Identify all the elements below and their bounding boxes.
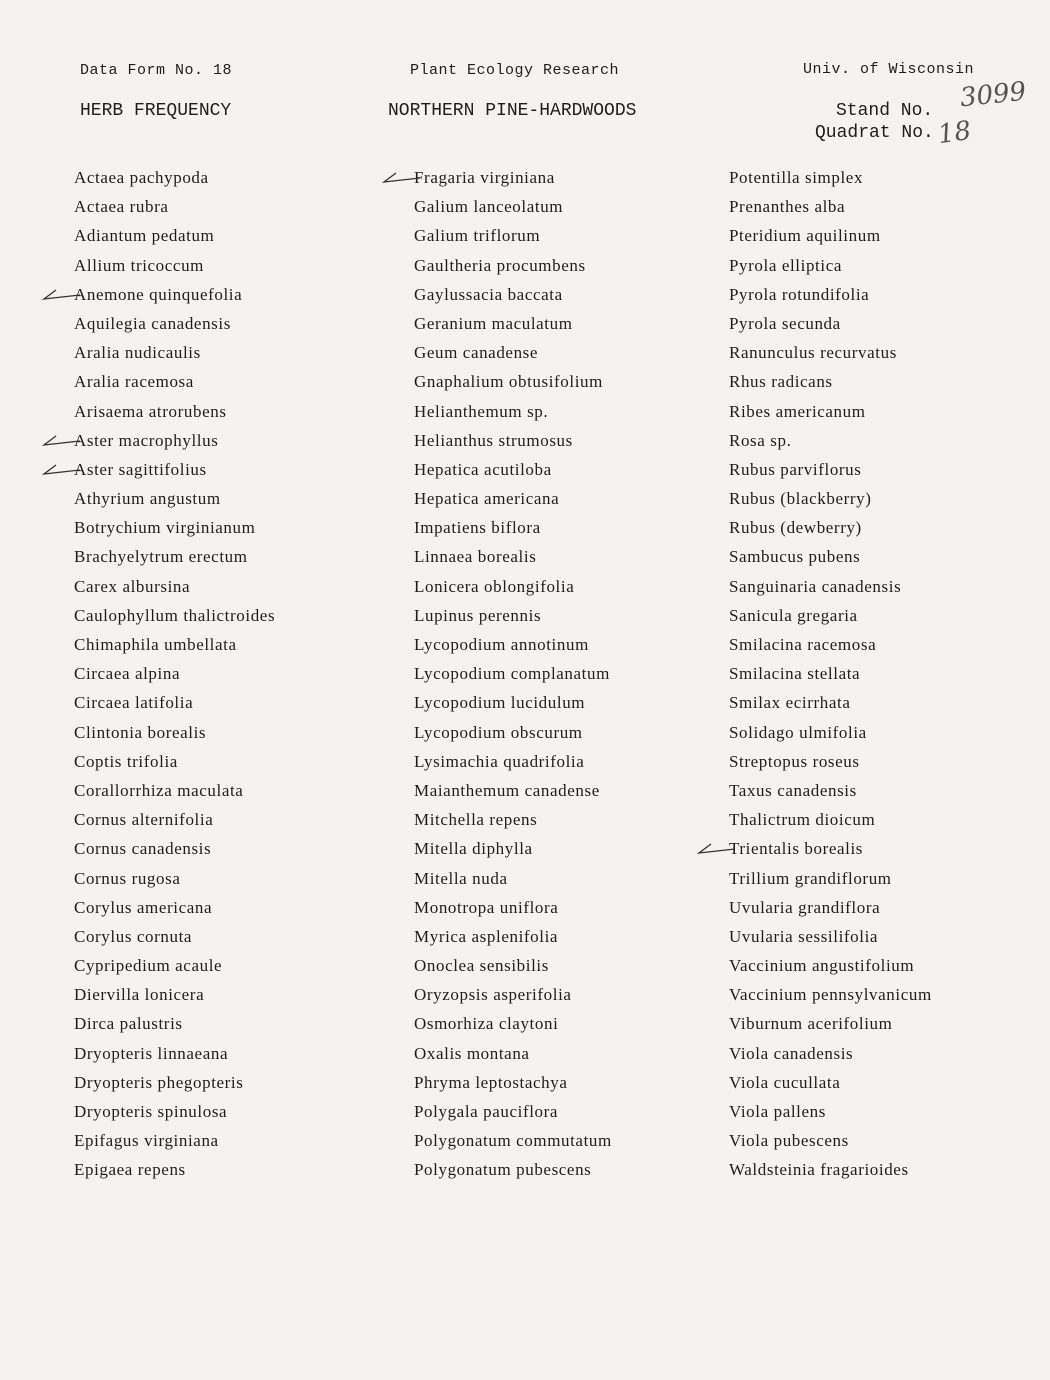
species-name: Oxalis montana xyxy=(414,1043,530,1063)
species-item xyxy=(414,1068,612,1097)
species-item xyxy=(414,192,612,221)
species-column-1 xyxy=(74,163,275,1185)
species-item xyxy=(74,367,275,396)
species-item xyxy=(414,1126,612,1155)
species-name: Epifagus virginiana xyxy=(74,1131,219,1151)
species-name: Gaultheria procumbens xyxy=(414,255,586,275)
species-name: Carex albursina xyxy=(74,576,191,596)
species-item xyxy=(729,805,932,834)
species-item xyxy=(74,1126,275,1155)
species-name: Viola cucullata xyxy=(729,1072,841,1092)
species-name: Lycopodium obscurum xyxy=(414,722,583,742)
species-item xyxy=(414,338,612,367)
species-name: Mitella nuda xyxy=(414,868,508,888)
species-name: Aster macrophyllus xyxy=(74,430,219,450)
species-name: Diervilla lonicera xyxy=(74,985,205,1005)
species-name: Thalictrum dioicum xyxy=(729,810,876,830)
species-item xyxy=(729,630,932,659)
species-name: Viola pubescens xyxy=(729,1131,849,1151)
species-name: Waldsteinia fragarioides xyxy=(729,1160,909,1180)
community-title: NORTHERN PINE-HARDWOODS xyxy=(388,101,637,121)
species-name: Trillium grandiflorum xyxy=(729,868,892,888)
species-item xyxy=(729,659,932,688)
species-item xyxy=(74,1097,275,1126)
species-name: Arisaema atrorubens xyxy=(74,401,227,421)
species-name: Galium triflorum xyxy=(414,226,541,246)
species-item xyxy=(729,864,932,893)
species-name: Viburnum acerifolium xyxy=(729,1014,893,1034)
species-name: Clintonia borealis xyxy=(74,722,207,742)
species-item xyxy=(414,513,612,542)
species-item xyxy=(414,221,612,250)
species-name: Rosa sp. xyxy=(729,430,792,450)
species-item xyxy=(729,1039,932,1068)
species-item xyxy=(74,542,275,571)
species-item xyxy=(414,922,612,951)
species-item xyxy=(414,280,612,309)
species-item xyxy=(414,455,612,484)
species-name: Cornus alternifolia xyxy=(74,810,214,830)
species-name: Uvularia sessilifolia xyxy=(729,926,879,946)
species-item xyxy=(414,309,612,338)
species-name: Rubus (dewberry) xyxy=(729,518,862,538)
species-name: Viola canadensis xyxy=(729,1043,854,1063)
species-item xyxy=(729,1126,932,1155)
species-item xyxy=(414,630,612,659)
checkmark-icon xyxy=(695,840,735,856)
species-item xyxy=(74,893,275,922)
species-name: Adiantum pedatum xyxy=(74,226,215,246)
organization: Plant Ecology Research xyxy=(410,62,620,79)
species-name: Aquilegia canadensis xyxy=(74,313,231,333)
form-title: HERB FREQUENCY xyxy=(80,101,232,121)
species-item xyxy=(74,484,275,513)
species-name: Actaea rubra xyxy=(74,197,169,217)
species-item xyxy=(74,1009,275,1038)
species-item xyxy=(74,251,275,280)
species-name: Rhus radicans xyxy=(729,372,833,392)
species-item xyxy=(414,659,612,688)
species-item xyxy=(414,484,612,513)
species-item xyxy=(74,630,275,659)
species-name: Dryopteris linnaeana xyxy=(74,1043,229,1063)
species-name: Lysimachia quadrifolia xyxy=(414,751,585,771)
species-name: Caulophyllum thalictroides xyxy=(74,605,276,625)
species-name: Rubus parviflorus xyxy=(729,459,862,479)
species-name: Polygala pauciflora xyxy=(414,1102,559,1121)
species-item xyxy=(729,455,932,484)
species-item xyxy=(414,864,612,893)
species-name: Myrica asplenifolia xyxy=(414,926,559,946)
species-name: Sanguinaria canadensis xyxy=(729,576,902,596)
species-name: Smilax ecirrhata xyxy=(729,693,851,713)
species-name: Brachyelytrum erectum xyxy=(74,547,248,567)
species-item xyxy=(729,718,932,747)
species-name: Streptopus roseus xyxy=(729,751,860,771)
species-name: Cornus rugosa xyxy=(74,868,181,888)
species-name: Vaccinium angustifolium xyxy=(729,956,915,976)
species-item xyxy=(414,805,612,834)
species-name: Helianthus strumosus xyxy=(414,430,573,450)
species-name: Actaea pachypoda xyxy=(74,168,209,187)
species-item xyxy=(729,426,932,455)
species-name: Uvularia grandiflora xyxy=(729,897,881,917)
species-item xyxy=(74,426,275,455)
species-item xyxy=(729,367,932,396)
species-name: Lycopodium lucidulum xyxy=(414,693,586,713)
species-name: Aster sagittifolius xyxy=(74,459,207,479)
species-item xyxy=(414,951,612,980)
species-item xyxy=(729,1009,932,1038)
species-name: Smilacina stellata xyxy=(729,664,861,684)
species-item xyxy=(729,484,932,513)
species-item xyxy=(729,1097,932,1126)
species-name: Pteridium aquilinum xyxy=(729,226,881,246)
species-item xyxy=(74,688,275,717)
species-name: Circaea alpina xyxy=(74,664,181,684)
species-item xyxy=(729,688,932,717)
species-name: Onoclea sensibilis xyxy=(414,956,549,976)
species-name: Trientalis borealis xyxy=(729,839,864,859)
species-name: Chimaphila umbellata xyxy=(74,635,237,654)
species-item xyxy=(729,221,932,250)
species-item xyxy=(74,397,275,426)
checkmark-icon xyxy=(40,461,80,477)
species-item xyxy=(414,980,612,1009)
species-item xyxy=(729,1068,932,1097)
species-name: Lupinus perennis xyxy=(414,605,542,625)
species-name: Mitchella repens xyxy=(414,810,538,830)
species-item xyxy=(414,1009,612,1038)
species-name: Linnaea borealis xyxy=(414,547,537,567)
species-item xyxy=(414,601,612,630)
species-name: Helianthemum sp. xyxy=(414,401,549,421)
species-name: Botrychium virginianum xyxy=(74,518,256,538)
species-name: Aralia nudicaulis xyxy=(74,343,201,363)
species-name: Mitella diphylla xyxy=(414,839,533,859)
species-name: Rubus (blackberry) xyxy=(729,489,872,509)
species-item xyxy=(729,542,932,571)
stand-label: Stand No. xyxy=(836,101,934,121)
species-name: Ribes americanum xyxy=(729,401,866,421)
species-item xyxy=(74,572,275,601)
species-name: Dryopteris phegopteris xyxy=(74,1072,244,1092)
species-item xyxy=(74,864,275,893)
checkmark-icon xyxy=(40,432,80,448)
species-item xyxy=(74,513,275,542)
species-item xyxy=(74,192,275,221)
species-item xyxy=(414,367,612,396)
species-item xyxy=(414,776,612,805)
species-item xyxy=(74,980,275,1009)
species-item xyxy=(414,163,612,192)
species-item xyxy=(414,688,612,717)
species-name: Solidago ulmifolia xyxy=(729,722,867,742)
quadrat-label: Quadrat No. xyxy=(815,123,934,143)
species-item xyxy=(414,1097,612,1126)
species-name: Cypripedium acaule xyxy=(74,956,223,976)
species-item xyxy=(414,893,612,922)
species-item xyxy=(729,192,932,221)
species-item xyxy=(729,601,932,630)
species-item xyxy=(74,280,275,309)
species-name: Hepatica acutiloba xyxy=(414,459,552,479)
species-name: Pyrola secunda xyxy=(729,313,841,333)
species-name: Corallorrhiza maculata xyxy=(74,780,244,800)
checkmark-icon xyxy=(380,169,420,185)
species-name: Galium lanceolatum xyxy=(414,197,564,217)
university: Univ. of Wisconsin xyxy=(803,61,975,78)
species-item xyxy=(729,834,932,863)
species-item xyxy=(729,572,932,601)
species-item xyxy=(729,776,932,805)
species-name: Impatiens biflora xyxy=(414,518,541,538)
species-item xyxy=(729,280,932,309)
species-name: Geranium maculatum xyxy=(414,313,573,333)
species-item xyxy=(729,747,932,776)
species-item xyxy=(414,251,612,280)
species-name: Coptis trifolia xyxy=(74,751,178,771)
species-item xyxy=(729,397,932,426)
species-name: Monotropa uniflora xyxy=(414,897,559,917)
species-name: Allium tricoccum xyxy=(74,255,204,275)
species-name: Geum canadense xyxy=(414,343,539,363)
species-item xyxy=(729,251,932,280)
species-item xyxy=(74,601,275,630)
species-name: Lycopodium annotinum xyxy=(414,635,589,654)
species-item xyxy=(729,513,932,542)
species-name: Lycopodium complanatum xyxy=(414,664,610,684)
species-name: Smilacina racemosa xyxy=(729,635,877,654)
species-name: Corylus americana xyxy=(74,897,213,917)
species-name: Phryma leptostachya xyxy=(414,1072,568,1092)
species-item xyxy=(729,893,932,922)
species-item xyxy=(729,980,932,1009)
species-name: Prenanthes alba xyxy=(729,197,846,217)
species-item xyxy=(414,426,612,455)
species-name: Vaccinium pennsylvanicum xyxy=(729,985,932,1005)
species-name: Corylus cornuta xyxy=(74,926,193,946)
species-name: Taxus canadensis xyxy=(729,780,857,800)
species-name: Sambucus pubens xyxy=(729,547,861,567)
species-item xyxy=(729,163,932,192)
species-name: Aralia racemosa xyxy=(74,372,194,392)
species-item xyxy=(74,1039,275,1068)
species-item xyxy=(414,718,612,747)
species-name: Oryzopsis asperifolia xyxy=(414,985,572,1005)
species-item xyxy=(74,805,275,834)
species-item xyxy=(414,542,612,571)
species-item xyxy=(74,951,275,980)
species-item xyxy=(74,455,275,484)
species-name: Dryopteris spinulosa xyxy=(74,1102,228,1121)
species-item xyxy=(729,1155,932,1184)
species-item xyxy=(74,338,275,367)
species-name: Polygonatum commutatum xyxy=(414,1131,612,1151)
species-name: Maianthemum canadense xyxy=(414,780,600,800)
form-number: Data Form No. 18 xyxy=(80,62,233,79)
species-item xyxy=(74,718,275,747)
species-item xyxy=(729,338,932,367)
species-name: Ranunculus recurvatus xyxy=(729,343,897,363)
species-name: Lonicera oblongifolia xyxy=(414,576,575,596)
species-name: Anemone quinquefolia xyxy=(74,284,243,304)
species-item xyxy=(74,163,275,192)
species-item xyxy=(74,1155,275,1184)
species-item xyxy=(74,309,275,338)
species-item xyxy=(74,1068,275,1097)
species-item xyxy=(74,776,275,805)
species-item xyxy=(414,1155,612,1184)
quadrat-number-handwritten: 18 xyxy=(936,115,974,151)
species-item xyxy=(74,834,275,863)
checkmark-icon xyxy=(40,286,80,302)
species-item xyxy=(414,1039,612,1068)
species-column-2 xyxy=(414,163,612,1185)
species-name: Athyrium angustum xyxy=(74,489,221,509)
species-name: Viola pallens xyxy=(729,1102,826,1121)
stand-number-handwritten: 3099 xyxy=(958,76,1028,114)
species-item xyxy=(414,834,612,863)
species-item xyxy=(414,747,612,776)
species-name: Epigaea repens xyxy=(74,1160,186,1180)
species-item xyxy=(74,922,275,951)
species-item xyxy=(729,951,932,980)
species-name: Pyrola rotundifolia xyxy=(729,284,870,304)
species-item xyxy=(74,221,275,250)
species-name: Cornus canadensis xyxy=(74,839,212,859)
species-name: Dirca palustris xyxy=(74,1014,183,1034)
species-item xyxy=(729,922,932,951)
species-name: Polygonatum pubescens xyxy=(414,1160,592,1180)
species-item xyxy=(74,659,275,688)
species-name: Pyrola elliptica xyxy=(729,255,842,275)
species-name: Hepatica americana xyxy=(414,489,560,509)
species-name: Potentilla simplex xyxy=(729,168,864,187)
species-item xyxy=(414,572,612,601)
species-name: Osmorhiza claytoni xyxy=(414,1014,559,1034)
species-name: Fragaria virginiana xyxy=(414,168,555,187)
species-name: Gaylussacia baccata xyxy=(414,284,563,304)
species-name: Circaea latifolia xyxy=(74,693,194,713)
species-name: Gnaphalium obtusifolium xyxy=(414,372,603,392)
species-item xyxy=(729,309,932,338)
species-name: Sanicula gregaria xyxy=(729,605,858,625)
species-item xyxy=(414,397,612,426)
species-item xyxy=(74,747,275,776)
species-column-3 xyxy=(729,163,932,1185)
